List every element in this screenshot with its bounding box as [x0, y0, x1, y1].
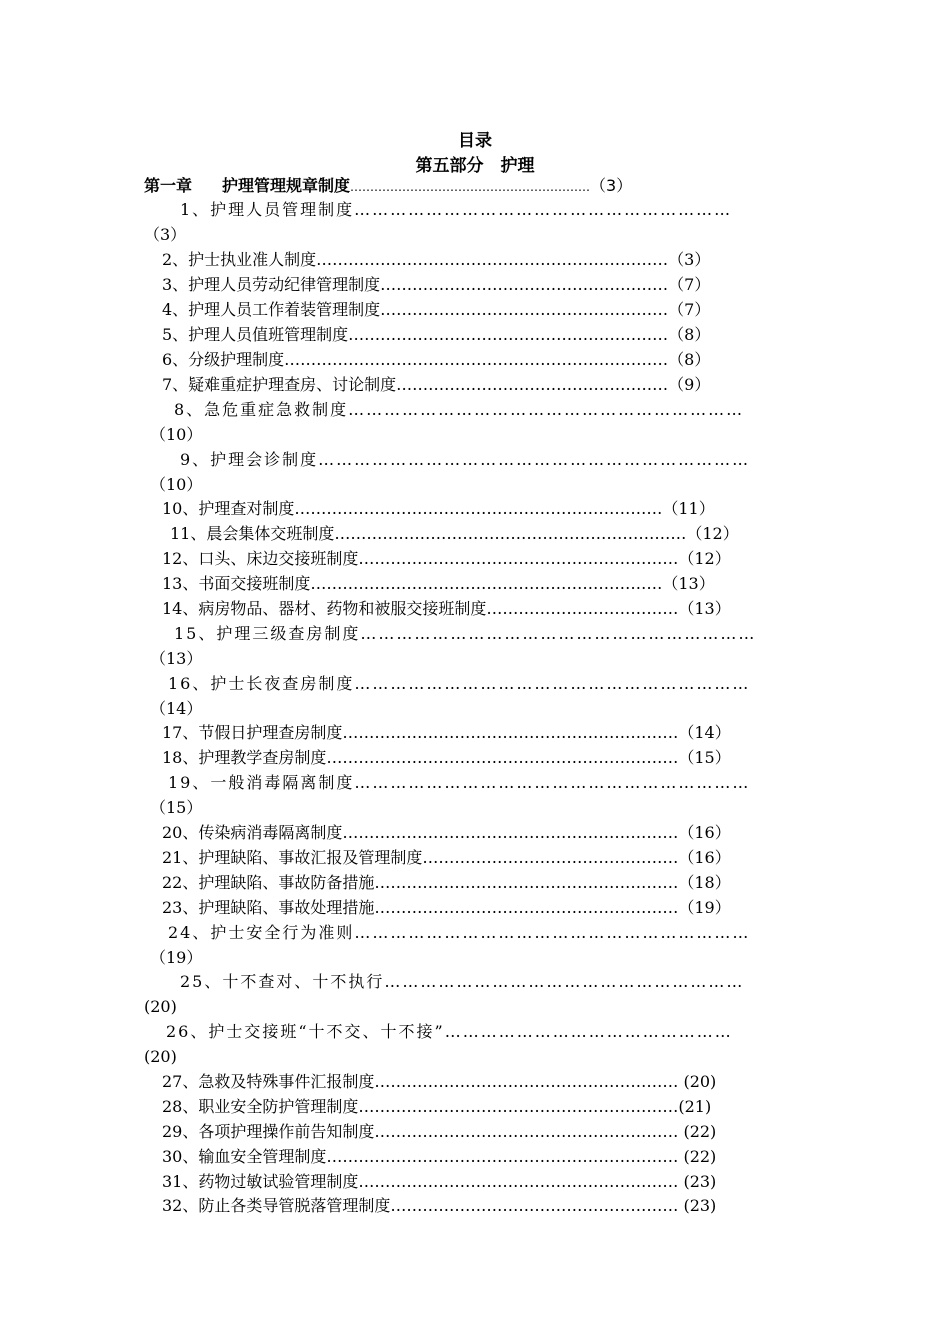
chapter-name: 护理管理规章制度: [222, 176, 351, 195]
toc-entry: 24、护士安全行为准则…………………………………………………………: [168, 923, 751, 942]
toc-entry: （3）: [144, 225, 187, 244]
toc-entry: （13）: [150, 649, 203, 668]
toc-entry: 32、防止各类导管脱落管理制度……………………………………………… (23): [162, 1196, 717, 1215]
toc-title: 目录: [458, 131, 492, 151]
toc-entry: 14、病房物品、器材、药物和被服交接班制度………………………………（13）: [162, 599, 731, 618]
toc-entry: 25、十不查对、十不执行……………………………………………………: [180, 972, 745, 991]
toc-entry: 26、护士交接班“十不交、十不接”…………………………………………: [166, 1022, 733, 1041]
toc-entry: 10、护理查对制度……………………………………………………………（11）: [162, 499, 715, 518]
toc-entry: 28、职业安全防护管理制度……………………………………………………(21): [162, 1097, 712, 1116]
toc-entry: （10）: [150, 425, 203, 444]
toc-entry: 23、护理缺陷、事故处理措施…………………………………………………（19）: [162, 898, 731, 917]
toc-entry: （19）: [150, 948, 203, 967]
toc-entry: (20): [144, 1047, 177, 1066]
toc-entry: 22、护理缺陷、事故防备措施…………………………………………………（18）: [162, 873, 731, 892]
toc-entry: 1、护理人员管理制度………………………………………………………: [180, 200, 733, 219]
toc-entry: 13、书面交接班制度…………………………………………………………（13）: [162, 574, 715, 593]
toc-entry: 30、输血安全管理制度………………………………………………………… (22): [162, 1147, 717, 1166]
toc-entry: （10）: [150, 475, 203, 494]
toc-entry: 20、传染病消毒隔离制度………………………………………………………（16）: [162, 823, 731, 842]
toc-entry: 9、护理会诊制度………………………………………………………………: [180, 450, 751, 469]
toc-entry: 15、护理三级查房制度…………………………………………………………: [174, 624, 757, 643]
toc-entry: 18、护理教学查房制度…………………………………………………………（15）: [162, 748, 731, 767]
toc-entry: 4、护理人员工作着装管理制度………………………………………………（7）: [162, 300, 711, 319]
toc-entry: （15）: [150, 798, 203, 817]
toc-entry: （14）: [150, 699, 203, 718]
toc-entry: 2、护士执业准人制度…………………………………………………………（3）: [162, 250, 711, 269]
chapter-label: 第一章: [144, 176, 193, 195]
toc-entry: 27、急救及特殊事件汇报制度………………………………………………… (20): [162, 1072, 717, 1091]
toc-entry: 8、急危重症急救制度…………………………………………………………: [174, 400, 745, 419]
toc-entry: (20): [144, 997, 177, 1016]
toc-entry: 5、护理人员值班管理制度……………………………………………………（8）: [162, 325, 711, 344]
toc-entry: 7、疑难重症护理查房、讨论制度……………………………………………（9）: [162, 375, 711, 394]
toc-entry: 17、节假日护理查房制度………………………………………………………（14）: [162, 723, 731, 742]
toc-entry: 31、药物过敏试验管理制度…………………………………………………… (23): [162, 1172, 717, 1191]
toc-entry: 21、护理缺陷、事故汇报及管理制度…………………………………………（16）: [162, 848, 731, 867]
chapter-heading: [144, 176, 632, 197]
toc-entry: 12、口头、床边交接班制度……………………………………………………（12）: [162, 549, 731, 568]
toc-entry: 19、一般消毒隔离制度…………………………………………………………: [168, 773, 751, 792]
toc-entry: 6、分级护理制度………………………………………………………………（8）: [162, 350, 711, 369]
toc-entry: 3、护理人员劳动纪律管理制度………………………………………………（7）: [162, 275, 711, 294]
toc-entry: 29、各项护理操作前告知制度………………………………………………… (22): [162, 1122, 717, 1141]
toc-entry: 11、晨会集体交班制度…………………………………………………………（12）: [170, 524, 739, 543]
toc-entry: 16、护士长夜查房制度…………………………………………………………: [168, 674, 751, 693]
chapter-page: （3）: [590, 176, 633, 195]
part-heading: 第五部分 护理: [415, 156, 535, 176]
chapter-dots: ……………………………………………………: [350, 180, 591, 194]
